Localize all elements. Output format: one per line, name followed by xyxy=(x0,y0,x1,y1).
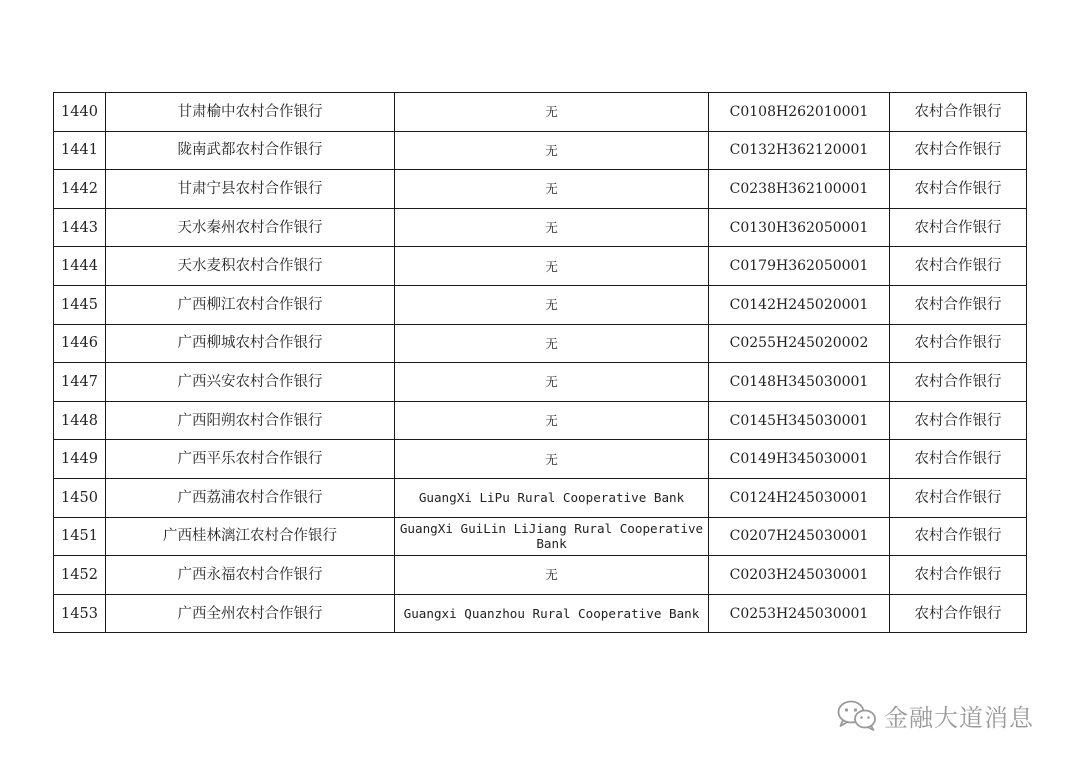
row-number-cell: 1449 xyxy=(54,440,106,479)
wechat-icon xyxy=(836,698,878,732)
bank-name-cell: 天水秦州农村合作银行 xyxy=(106,208,395,247)
institution-code-cell: C0203H245030001 xyxy=(709,556,890,595)
institution-code-cell: C0149H345030001 xyxy=(709,440,890,479)
institution-type-cell: 农村合作银行 xyxy=(890,517,1027,556)
institution-code-cell: C0142H245020001 xyxy=(709,285,890,324)
institution-type-cell: 农村合作银行 xyxy=(890,556,1027,595)
row-number-cell: 1451 xyxy=(54,517,106,556)
english-name-cell: 无 xyxy=(395,247,709,286)
institution-type-cell: 农村合作银行 xyxy=(890,594,1027,633)
bank-name-cell: 广西全州农村合作银行 xyxy=(106,594,395,633)
row-number-cell: 1445 xyxy=(54,285,106,324)
row-number-cell: 1447 xyxy=(54,363,106,402)
bank-table xyxy=(53,92,1027,633)
english-name-cell: 无 xyxy=(395,363,709,402)
institution-type-cell: 农村合作银行 xyxy=(890,247,1027,286)
institution-code-cell: C0255H245020002 xyxy=(709,324,890,363)
table-row xyxy=(54,285,1027,324)
institution-code-cell: C0238H362100001 xyxy=(709,170,890,209)
institution-type-cell: 农村合作银行 xyxy=(890,208,1027,247)
institution-code-cell: C0132H362120001 xyxy=(709,131,890,170)
institution-code-cell: C0148H345030001 xyxy=(709,363,890,402)
institution-type-cell: 农村合作银行 xyxy=(890,401,1027,440)
institution-type-cell: 农村合作银行 xyxy=(890,324,1027,363)
row-number-cell: 1443 xyxy=(54,208,106,247)
english-name-cell: 无 xyxy=(395,324,709,363)
table-row xyxy=(54,401,1027,440)
institution-type-cell: 农村合作银行 xyxy=(890,170,1027,209)
english-name-cell: 无 xyxy=(395,556,709,595)
table-row xyxy=(54,440,1027,479)
bank-name-cell: 广西柳江农村合作银行 xyxy=(106,285,395,324)
table-row xyxy=(54,556,1027,595)
bank-name-cell: 天水麦积农村合作银行 xyxy=(106,247,395,286)
english-name-cell: 无 xyxy=(395,401,709,440)
table-row xyxy=(54,363,1027,402)
table-row xyxy=(54,517,1027,556)
row-number-cell: 1444 xyxy=(54,247,106,286)
bank-name-cell: 陇南武都农村合作银行 xyxy=(106,131,395,170)
institution-code-cell: C0145H345030001 xyxy=(709,401,890,440)
table-row xyxy=(54,93,1027,132)
institution-code-cell: C0179H362050001 xyxy=(709,247,890,286)
row-number-cell: 1448 xyxy=(54,401,106,440)
table-row xyxy=(54,478,1027,517)
watermark xyxy=(836,697,1034,733)
table-row xyxy=(54,170,1027,209)
bank-name-cell: 甘肃榆中农村合作银行 xyxy=(106,93,395,132)
english-name-cell: 无 xyxy=(395,93,709,132)
bank-name-cell: 广西柳城农村合作银行 xyxy=(106,324,395,363)
bank-name-cell: 广西兴安农村合作银行 xyxy=(106,363,395,402)
row-number-cell: 1450 xyxy=(54,478,106,517)
institution-type-cell: 农村合作银行 xyxy=(890,131,1027,170)
row-number-cell: 1440 xyxy=(54,93,106,132)
row-number-cell: 1442 xyxy=(54,170,106,209)
institution-type-cell: 农村合作银行 xyxy=(890,93,1027,132)
institution-code-cell: C0124H245030001 xyxy=(709,478,890,517)
english-name-cell: 无 xyxy=(395,131,709,170)
table-row xyxy=(54,324,1027,363)
institution-code-cell: C0207H245030001 xyxy=(709,517,890,556)
table-row xyxy=(54,247,1027,286)
english-name-cell: 无 xyxy=(395,440,709,479)
english-name-cell: GuangXi LiPu Rural Cooperative Bank xyxy=(395,478,709,517)
institution-code-cell: C0253H245030001 xyxy=(709,594,890,633)
table-row xyxy=(54,208,1027,247)
bank-name-cell: 广西平乐农村合作银行 xyxy=(106,440,395,479)
bank-name-cell: 甘肃宁县农村合作银行 xyxy=(106,170,395,209)
institution-type-cell: 农村合作银行 xyxy=(890,478,1027,517)
english-name-cell: 无 xyxy=(395,208,709,247)
institution-type-cell: 农村合作银行 xyxy=(890,285,1027,324)
bank-name-cell: 广西荔浦农村合作银行 xyxy=(106,478,395,517)
bank-table-body xyxy=(54,93,1027,633)
institution-code-cell: C0108H262010001 xyxy=(709,93,890,132)
watermark-text: 金融大道消息 xyxy=(884,703,1034,732)
row-number-cell: 1452 xyxy=(54,556,106,595)
english-name-cell: GuangXi GuiLin LiJiang Rural Cooperative Bank xyxy=(395,517,709,556)
row-number-cell: 1453 xyxy=(54,594,106,633)
english-name-cell: 无 xyxy=(395,285,709,324)
english-name-cell: Guangxi Quanzhou Rural Cooperative Bank xyxy=(395,594,709,633)
english-name-cell: 无 xyxy=(395,170,709,209)
row-number-cell: 1446 xyxy=(54,324,106,363)
institution-type-cell: 农村合作银行 xyxy=(890,363,1027,402)
bank-name-cell: 广西永福农村合作银行 xyxy=(106,556,395,595)
bank-name-cell: 广西阳朔农村合作银行 xyxy=(106,401,395,440)
bank-name-cell: 广西桂林漓江农村合作银行 xyxy=(106,517,395,556)
table-row xyxy=(54,131,1027,170)
institution-type-cell: 农村合作银行 xyxy=(890,440,1027,479)
institution-code-cell: C0130H362050001 xyxy=(709,208,890,247)
row-number-cell: 1441 xyxy=(54,131,106,170)
table-row xyxy=(54,594,1027,633)
